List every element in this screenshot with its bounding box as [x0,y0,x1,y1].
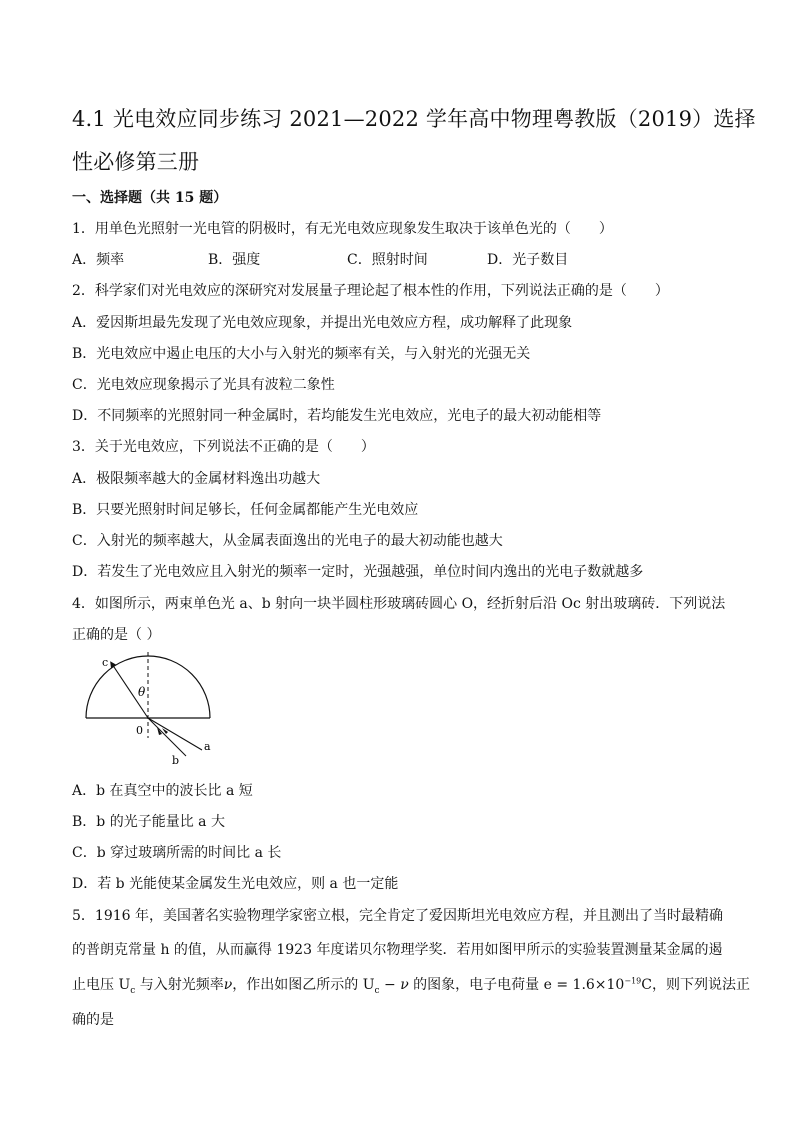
q4-option-b: B．b 的光子能量比 a 大 [72,814,225,830]
q2-option-b: B．光电效应中遏止电压的大小与入射光的频率有关，与入射光的光强无关 [72,346,531,362]
q5-line2: 的普朗克常量 h 的值，从而赢得 1923 年度诺贝尔物理学奖．若用如图甲所示的实验装置测量某金属的遏 [72,942,723,958]
label-theta: θ [138,685,146,699]
q5-subscript-c2: c [374,985,380,996]
q3-option-c: C．入射光的频率越大，从金属表面逸出的光电子的最大初动能也越大 [72,533,503,549]
q5-line3-part-c: ，作出如图乙所示的 U [232,977,375,993]
q5-line3-part-f: C，则下列说法正 [641,977,750,993]
q5-line4: 确的是 [72,1012,114,1028]
q3-stem: 3．关于光电效应，下列说法不正确的是（ ） [72,439,375,455]
q4-option-d: D．若 b 光能使某金属发生光电效应，则 a 也一定能 [72,876,399,892]
label-o: 0 [136,724,143,737]
q1-option-d: D．光子数目 [487,252,569,268]
q5-subscript-c1: c [130,985,136,996]
q5-exponent: −19 [624,976,642,986]
semicircle-glass-figure [80,652,230,770]
q5-line1: 5．1916 年，美国著名实验物理学家密立根，完全肯定了爱因斯坦光电效应方程，并且测出了当时最精确 [72,908,723,924]
q5-line3-part-a: 止电压 U [72,977,131,993]
label-b: b [172,754,180,767]
section-heading: 一、选择题（共 15 题） [72,190,228,206]
q5-nu-symbol-2: ν [400,977,409,993]
label-c: c [102,656,109,669]
q5-line3 [72,974,750,996]
q4-option-a: A．b 在真空中的波长比 a 短 [72,783,253,799]
q1-option-c: C．照射时间 [347,252,428,268]
q5-line3-part-e: 的图象，电子电荷量 e = 1.6×10 [408,977,625,993]
q3-option-b: B．只要光照射时间足够长，任何金属都能产生光电效应 [72,502,419,518]
q1-stem: 1．用单色光照射一光电管的阴极时，有无光电效应现象发生取决于该单色光的（ ） [72,221,613,237]
q2-stem: 2．科学家们对光电效应的深研究对发展量子理论起了根本性的作用，下列说法正确的是（ ） [72,283,669,299]
label-a: a [204,740,211,753]
doc-title-line1: 4.1 光电效应同步练习 2021—2022 学年高中物理粤教版（2019）选择 [72,107,756,131]
q5-nu-symbol-1: ν [223,977,233,993]
q1-option-b: B．强度 [208,252,261,268]
q2-option-c: C．光电效应现象揭示了光具有波粒二象性 [72,377,335,393]
q4-stem-line2: 正确的是（ ） [72,627,161,643]
q5-line3-part-d: − [379,977,401,993]
q5-line3-part-b: 与入射光频率 [135,977,224,993]
doc-title-line2: 性必修第三册 [72,150,200,174]
q2-option-d: D．不同频率的光照射同一种金属时，若均能发生光电效应，光电子的最大初动能相等 [72,408,602,424]
q3-option-d: D．若发生了光电效应且入射光的频率一定时，光强越强，单位时间内逸出的光电子数就越多 [72,564,644,580]
q2-option-a: A．爱因斯坦最先发现了光电效应现象，并提出光电效应方程，成功解释了此现象 [72,315,573,331]
q4-option-c: C．b 穿过玻璃所需的时间比 a 长 [72,845,282,861]
q1-option-a: A．频率 [72,252,125,268]
q3-option-a: A．极限频率越大的金属材料逸出功越大 [72,471,321,487]
q4-stem-line1: 4．如图所示，两束单色光 a、b 射向一块半圆柱形玻璃砖圆心 O，经折射后沿 Oc 射出玻璃砖．下列说法 [72,596,726,612]
